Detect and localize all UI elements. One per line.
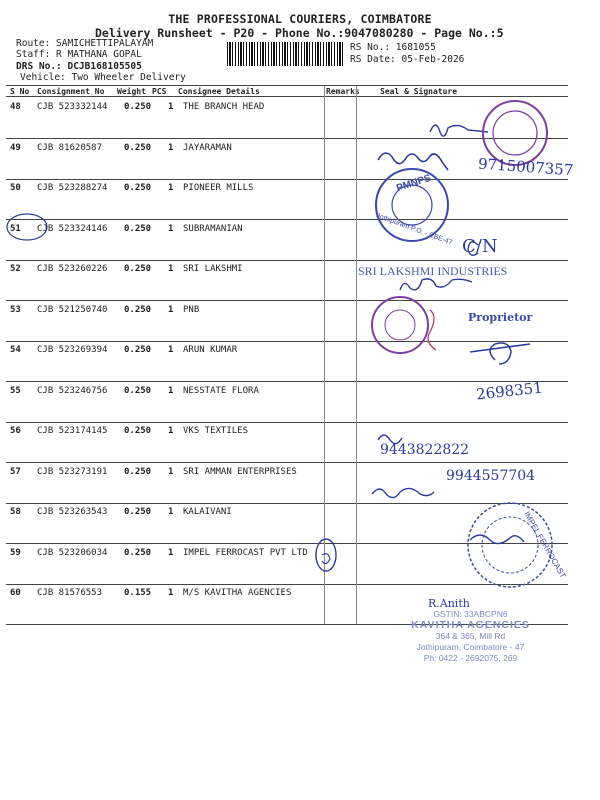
row-weight: 0.250 [124,547,152,558]
row-sno: 54 [10,345,21,355]
row-weight: 0.250 [124,385,152,396]
phone-note-55: 2698351 [475,378,544,404]
round-stamp-53 [372,297,428,353]
signature-57 [372,488,434,497]
row-pcs: 1 [168,547,174,558]
row-consignment: CJB 523273191 [37,466,108,477]
remark-mark-59 [316,539,336,571]
col-consignee: Consignee Details [178,87,260,96]
row-sno: 52 [10,264,21,274]
row-pcs: 1 [168,345,174,355]
row-consignee: SRI AMMAN ENTERPRISES [183,466,297,477]
row-pcs: 1 [168,385,174,396]
vehicle-label: Vehicle: Two Wheeler Delivery [20,72,186,83]
row-consignee: VKS TEXTILES [183,426,249,436]
row-sno: 51 [10,223,21,234]
rs-number: RS No.: 1681055 [350,42,436,53]
row-consignment: CJB 523263543 [37,507,108,517]
row-weight: 0.250 [124,183,152,193]
row-sno: 49 [10,142,21,153]
row-weight: 0.250 [124,466,152,477]
row-consignee: KALAIVANI [183,507,232,517]
row-consignee: SUBRAMANIAN [183,223,243,234]
kavitha-agencies-stamp [378,609,563,664]
row-pcs: 1 [168,223,174,234]
col-seal: Seal & Signature [380,87,458,96]
row-weight: 0.250 [124,507,152,517]
signature-48 [430,125,488,136]
row-consignee: PNB [183,304,200,315]
row-weight: 0.250 [124,345,152,355]
company-name: THE PROFESSIONAL COURIERS, COIMBATORE [168,12,432,26]
drs-number: DRS No.: DCJB168105505 [16,61,142,72]
row-pcs: 1 [168,507,174,517]
row-pcs: 1 [168,183,174,193]
impel-stamp-text: IMPEL FERROCAST [522,510,568,580]
pmnps-stamp-text: PMNPS [395,172,433,195]
runsheet-subtitle: Delivery Runsheet - P20 - Phone No.:9047080280 - Page No.:5 [95,26,504,40]
row-weight: 0.250 [124,223,152,234]
stamp-address-2: Jothipuram, Coimbatore - 47 [416,642,525,652]
row-pcs: 1 [168,426,174,436]
row-consignee: NESSTATE FLORA [183,385,259,396]
row-consignment: CJB 523269394 [37,345,108,355]
row-consignment: CJB 521250740 [37,304,108,315]
signature-60: R.Anith [428,597,470,610]
row-consignee: PIONEER MILLS [183,183,254,193]
row-consignment: CJB 523174145 [37,426,108,436]
stamp-phone: Ph: 0422 - 2692075, 269 [423,653,518,663]
row-sno: 55 [10,385,21,396]
row-sno: 60 [10,588,21,598]
row-weight: 0.250 [124,426,152,436]
col-consignment: Consignment No [37,87,105,96]
stamp-address-1: 364 & 365, Mill Rd [435,631,506,641]
signature-49 [378,153,448,170]
route-label: Route: SAMICHETTIPALAYAM [16,38,154,49]
row-consignee: IMPEL FERROCAST PVT LTD [183,547,308,558]
row-sno: 50 [10,183,21,193]
cn-note: C/N [462,236,498,257]
row-consignment: CJB 523288274 [37,183,108,193]
signature-54 [470,343,530,364]
row-consignment: CJB 523206034 [37,547,108,558]
row-consignment: CJB 523324146 [37,223,108,234]
signature-52 [400,279,472,290]
phone-note-49: 9715007357 [477,154,574,180]
row-sno: 58 [10,507,21,517]
pmnps-stamp-subtext: Jothipuram P.O. - CBE-47 [375,212,454,247]
row-sno: 57 [10,466,21,477]
row-pcs: 1 [168,142,174,153]
row-consignment: CJB 523246756 [37,385,108,396]
row-pcs: 1 [168,588,174,598]
row-weight: 0.250 [124,264,152,274]
row-pcs: 1 [168,466,174,477]
row-sno: 48 [10,102,21,112]
row-pcs: 1 [168,102,174,112]
row-consignee: THE BRANCH HEAD [183,102,265,112]
circle-mark-51 [7,214,47,240]
proprietor-stamp: Proprietor [468,311,533,324]
row-weight: 0.250 [124,142,152,153]
row-weight: 0.155 [124,588,152,598]
row-consignment: CJB 523260226 [37,264,108,274]
row-consignment: CJB 81576553 [37,588,103,598]
row-sno: 59 [10,547,21,558]
phone-note-56: 9443822822 [380,442,470,458]
row-consignment: CJB 81620587 [37,142,103,153]
sri-lakshmi-stamp: SRI LAKSHMI INDUSTRIES [358,264,508,278]
signature-58 [470,535,524,544]
row-consignment: CJB 523332144 [37,102,108,112]
col-sno: S No [10,87,30,96]
row-consignee: JAYARAMAN [183,142,232,153]
col-remarks: Remarks [326,87,360,96]
row-weight: 0.250 [124,102,152,112]
phone-note-57: 9944557704 [446,468,536,484]
row-weight: 0.250 [124,304,152,315]
row-consignee: ARUN KUMAR [183,345,238,355]
row-sno: 56 [10,426,21,436]
stamp-gstin: GSTIN: 33ABCPN6 [433,609,508,619]
stamp-company: KAVITHA AGENCIES [411,619,530,631]
row-pcs: 1 [168,304,174,315]
row-sno: 53 [10,304,21,315]
row-consignee: M/S KAVITHA AGENCIES [183,588,292,598]
col-pcs: PCS [152,87,167,96]
row-consignee: SRI LAKSHMI [183,264,243,274]
rs-date: RS Date: 05-Feb-2026 [350,54,465,65]
col-weight: Weight [117,87,146,96]
row-pcs: 1 [168,264,174,274]
staff-label: Staff: R MATHANA GOPAL [16,49,142,60]
